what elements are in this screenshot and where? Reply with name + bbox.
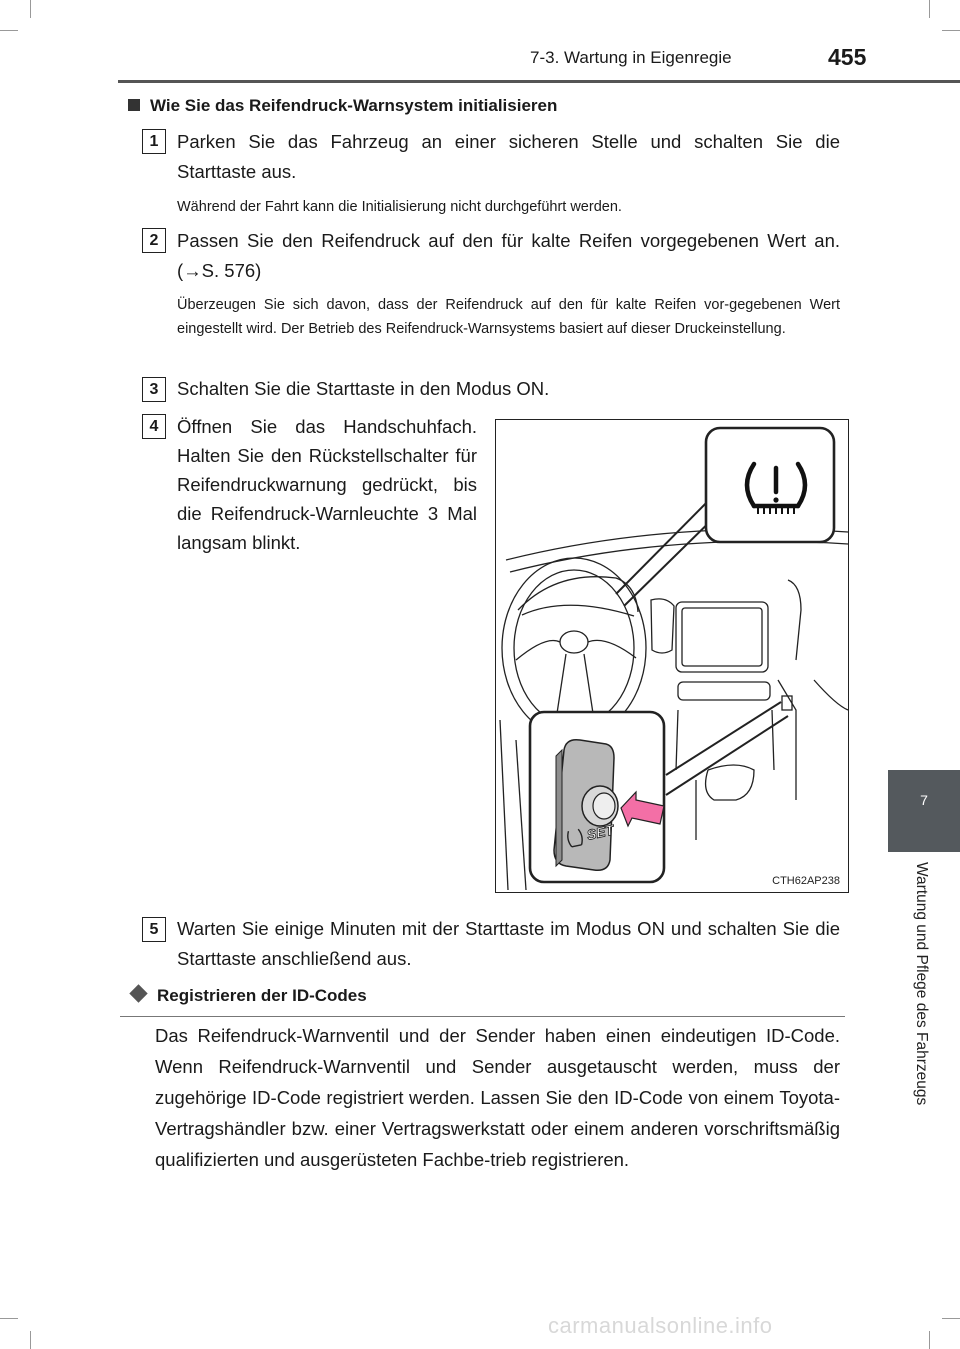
step-1-text: Parken Sie das Fahrzeug an einer sicheren Stelle und schalten Sie die Starttaste aus. xyxy=(177,131,840,182)
subsection-paragraph: Das Reifendruck-Warnventil und der Sender haben einen eindeutigen ID-Code. Wenn Reifendruck-Warnventil und Sender ausgetauscht werden, muss der zugehörige ID-Code registriert werden. Lassen Sie den ID-Code von einem Toyota-Vertragshändler bzw. einer Vertragswerkstatt oder einem anderen vorschriftsmäßig qualifizierten und ausgerüsteten Fachbe-trieb registrieren. xyxy=(155,1025,840,1170)
dashboard-illustration xyxy=(495,419,849,893)
step-1-note: Während der Fahrt kann die Initialisierung nicht durchgeführt werden. xyxy=(177,199,622,215)
set-button-label: SET xyxy=(585,821,616,843)
step-number-2: 2 xyxy=(142,228,166,253)
crop-mark xyxy=(929,1331,930,1349)
subsection-rule xyxy=(120,1016,845,1017)
step-2-text: Passen Sie den Reifendruck auf den für kalte Reifen vorgegebenen Wert an. (→S. 576) xyxy=(177,230,840,281)
chapter-title-tab xyxy=(888,852,960,1152)
section-title: Wie Sie das Reifendruck-Warnsystem initialisieren xyxy=(150,96,558,115)
subsection-title: Registrieren der ID-Codes xyxy=(157,986,367,1005)
step-number-5: 5 xyxy=(142,917,166,942)
step-4-text: Öffnen Sie das Handschuhfach. Halten Sie den Rückstellschalter für Reifendruckwarnung gedrückt, bis die Reifendruck-Warnleuchte 3 Mal langsam blinkt. xyxy=(177,416,477,553)
diamond-bullet-icon xyxy=(129,984,147,1002)
crop-mark xyxy=(929,0,930,18)
dashboard-drawing xyxy=(496,420,848,892)
section-heading xyxy=(128,96,557,116)
page-number: 455 xyxy=(828,44,867,70)
crop-mark xyxy=(30,0,31,18)
subsection-heading xyxy=(128,986,367,1006)
chapter-title: Wartung und Pflege des Fahrzeugs xyxy=(913,862,930,1106)
crop-mark xyxy=(942,1318,960,1319)
step-number-3: 3 xyxy=(142,377,166,402)
watermark: carmanualsonline.info xyxy=(548,1313,773,1338)
step-5-text: Warten Sie einige Minuten mit der Starttaste im Modus ON und schalten Sie die Starttaste anschließend aus. xyxy=(177,918,840,969)
chapter-tab xyxy=(888,770,960,852)
chapter-number: 7 xyxy=(920,792,928,808)
square-bullet-icon xyxy=(128,99,140,111)
header-section-title: 7-3. Wartung in Eigenregie xyxy=(530,48,732,67)
step-3-text: Schalten Sie die Starttaste in den Modus ON. xyxy=(177,378,550,399)
crop-mark xyxy=(30,1331,31,1349)
crop-mark xyxy=(0,30,18,31)
crop-mark xyxy=(0,1318,18,1319)
header-rule xyxy=(118,80,960,83)
step-number-1: 1 xyxy=(142,129,166,154)
step-2-note: Überzeugen Sie sich davon, dass der Reifendruck auf den für kalte Reifen vor-gegebenen Wert eingestellt wird. Der Betrieb des Reifendruck-Warnsystems basiert auf dieser Druckeinstellung. xyxy=(177,297,840,337)
crop-mark xyxy=(942,30,960,31)
step-number-4: 4 xyxy=(142,414,166,439)
figure-code: CTH62AP238 xyxy=(772,875,840,887)
